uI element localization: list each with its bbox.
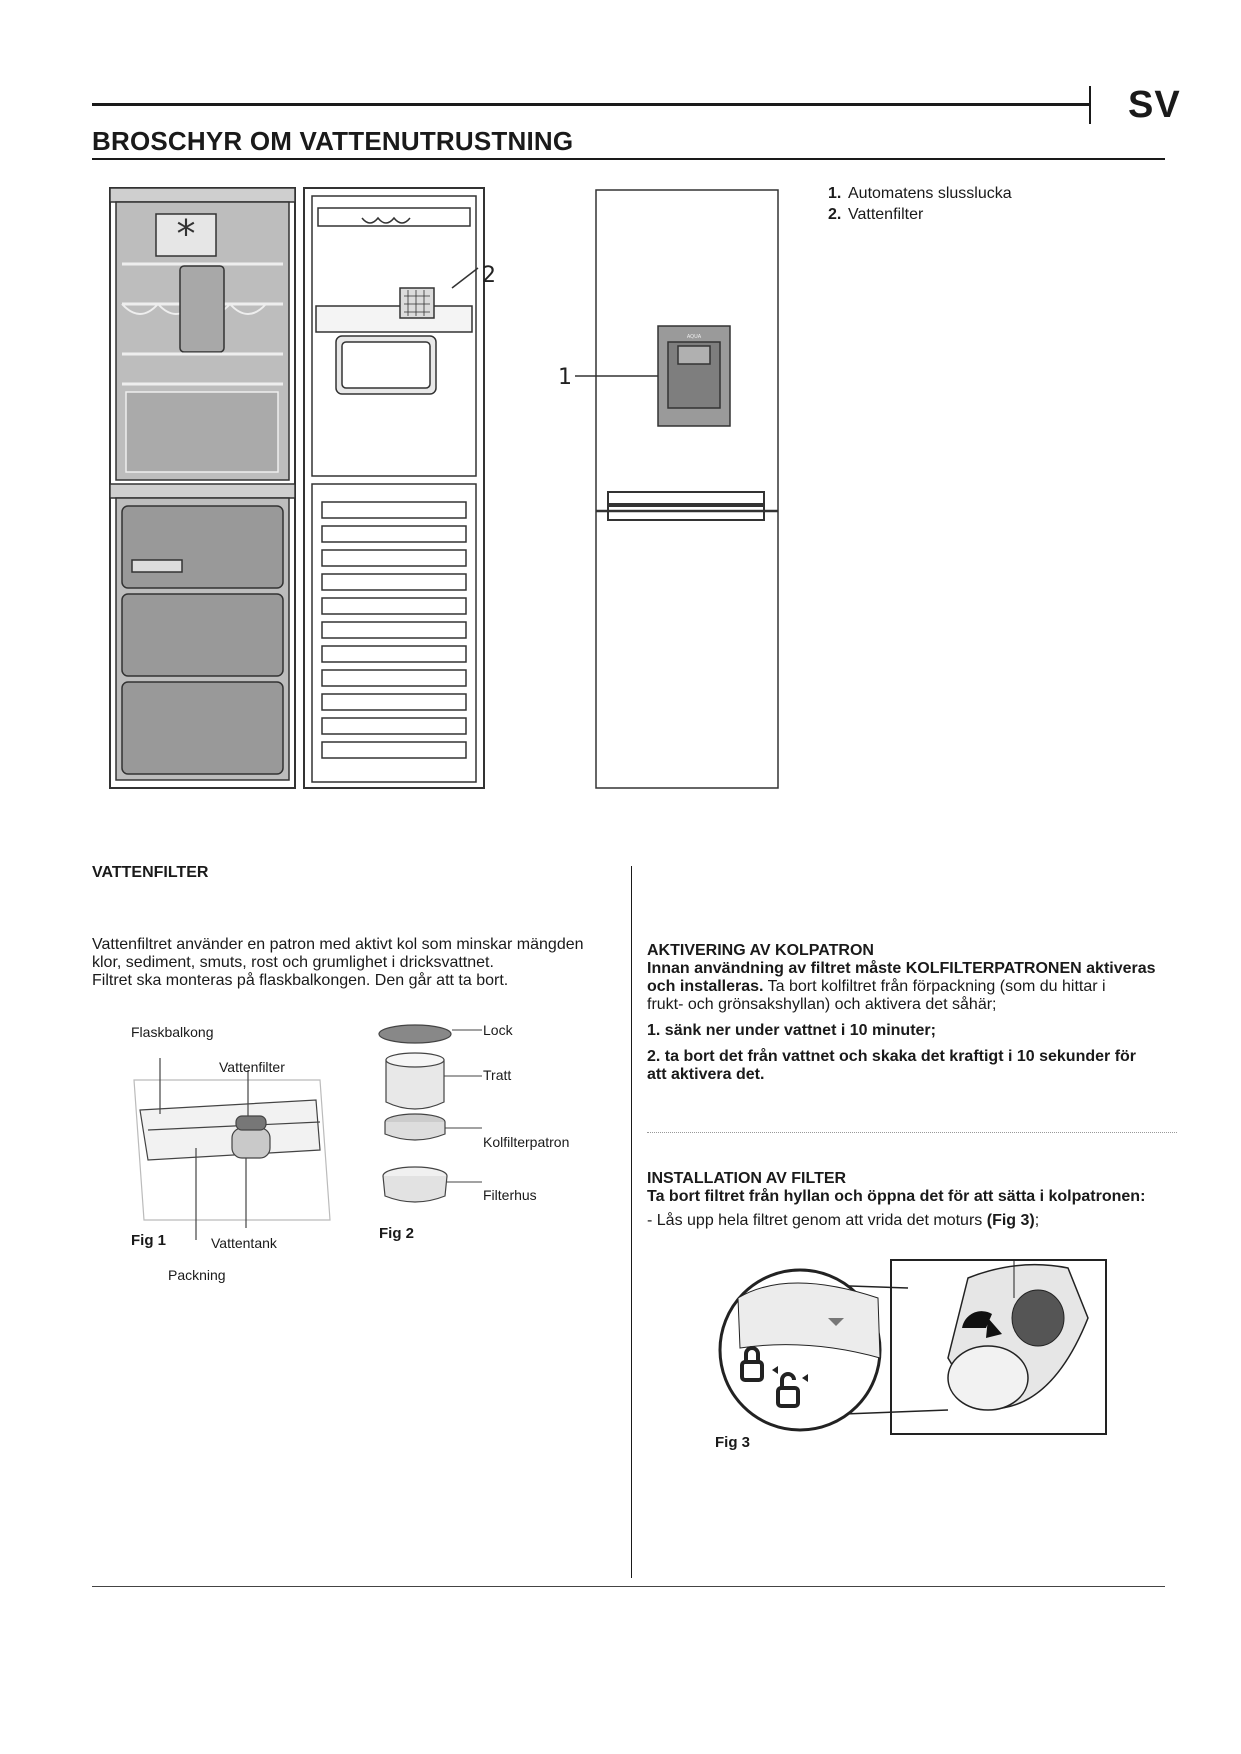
callout-1: 1 [558, 365, 572, 390]
label-vattenfilter: Vattenfilter [219, 1059, 285, 1075]
page-title: BROSCHYR OM VATTENUTRUSTNING [92, 126, 574, 156]
activation-step-2-line-2: att aktivera det. [647, 1066, 765, 1083]
fig3-label: Fig 3 [715, 1434, 751, 1451]
header-divider [1089, 86, 1091, 124]
installation-step-text: - Lås upp hela filtret genom att vrida det moturs [647, 1212, 987, 1229]
label-tratt: Tratt [483, 1067, 512, 1083]
activation-normal-line-2: Ta bort kolfiltret från förpackning (som du hittar i [763, 978, 1106, 995]
column-divider [631, 866, 632, 1578]
activation-step-2-line-1: 2. ta bort det från vattnet och skaka det kraftigt i 10 sekunder för [647, 1048, 1137, 1065]
fridge-overview-illustration [100, 180, 800, 800]
dispenser-badge: AQUA [686, 334, 702, 340]
label-filterhus: Filterhus [483, 1187, 537, 1203]
svg-text:*: * [176, 212, 196, 256]
legend-item-1 [828, 183, 1012, 204]
label-lock: Lock [483, 1022, 513, 1038]
legend-num: 1. [828, 185, 842, 202]
section-title-water-filter: VATTENFILTER [92, 864, 209, 881]
water-filter-line-3: Filtret ska monteras på flaskbalkongen. Den går att ta bort. [92, 972, 509, 989]
installation-step-ref: (Fig 3) [986, 1212, 1035, 1229]
installation-subtitle: Ta bort filtret från hyllan och öppna det för att sätta i kolpatronen: [647, 1188, 1146, 1205]
water-filter-line-2: klor, sediment, smuts, rost och grumlighet i dricksvattnet. [92, 954, 494, 971]
language-code: SV [1128, 84, 1181, 126]
activation-line-3: frukt- och grönsakshyllan) och aktivera det såhär; [647, 996, 997, 1013]
label-kolfilterpatron: Kolfilterpatron [483, 1134, 570, 1150]
legend-text: Automatens slusslucka [848, 185, 1012, 202]
callout-2: 2 [482, 263, 496, 288]
legend-item-2 [828, 204, 1012, 225]
header-rule [92, 103, 1090, 106]
legend-num: 2. [828, 206, 842, 223]
section-title-activation: AKTIVERING AV KOLPATRON [647, 942, 874, 959]
activation-bold-line-1: Innan användning av filtret måste KOLFILTERPATRONEN aktiveras [647, 960, 1156, 977]
fig2-label: Fig 2 [379, 1225, 415, 1242]
activation-step-1: 1. sänk ner under vattnet i 10 minuter; [647, 1022, 936, 1039]
footer-rule [92, 1586, 1165, 1587]
section-separator [647, 1132, 1177, 1133]
fig2-illustration [370, 1020, 500, 1220]
water-filter-description [92, 936, 622, 990]
label-vattentank: Vattentank [211, 1235, 277, 1251]
activation-bold-line-2: och installeras. [647, 978, 764, 995]
activation-section [647, 942, 1182, 1084]
title-underline [92, 158, 1165, 160]
installation-step-suffix: ; [1034, 1212, 1040, 1229]
fig3-illustration [718, 1258, 1108, 1438]
installation-step [647, 1212, 1182, 1230]
overview-legend [828, 183, 1012, 225]
fig1-label: Fig 1 [131, 1232, 167, 1249]
installation-section [647, 1170, 1182, 1230]
label-flaskbalkong: Flaskbalkong [131, 1024, 214, 1040]
activation-line-2 [647, 978, 1182, 996]
section-title-installation: INSTALLATION AV FILTER [647, 1170, 847, 1187]
water-filter-line-1: Vattenfiltret använder en patron med aktivt kol som minskar mängden [92, 936, 584, 953]
label-packning: Packning [168, 1267, 226, 1283]
legend-text: Vattenfilter [848, 206, 924, 223]
